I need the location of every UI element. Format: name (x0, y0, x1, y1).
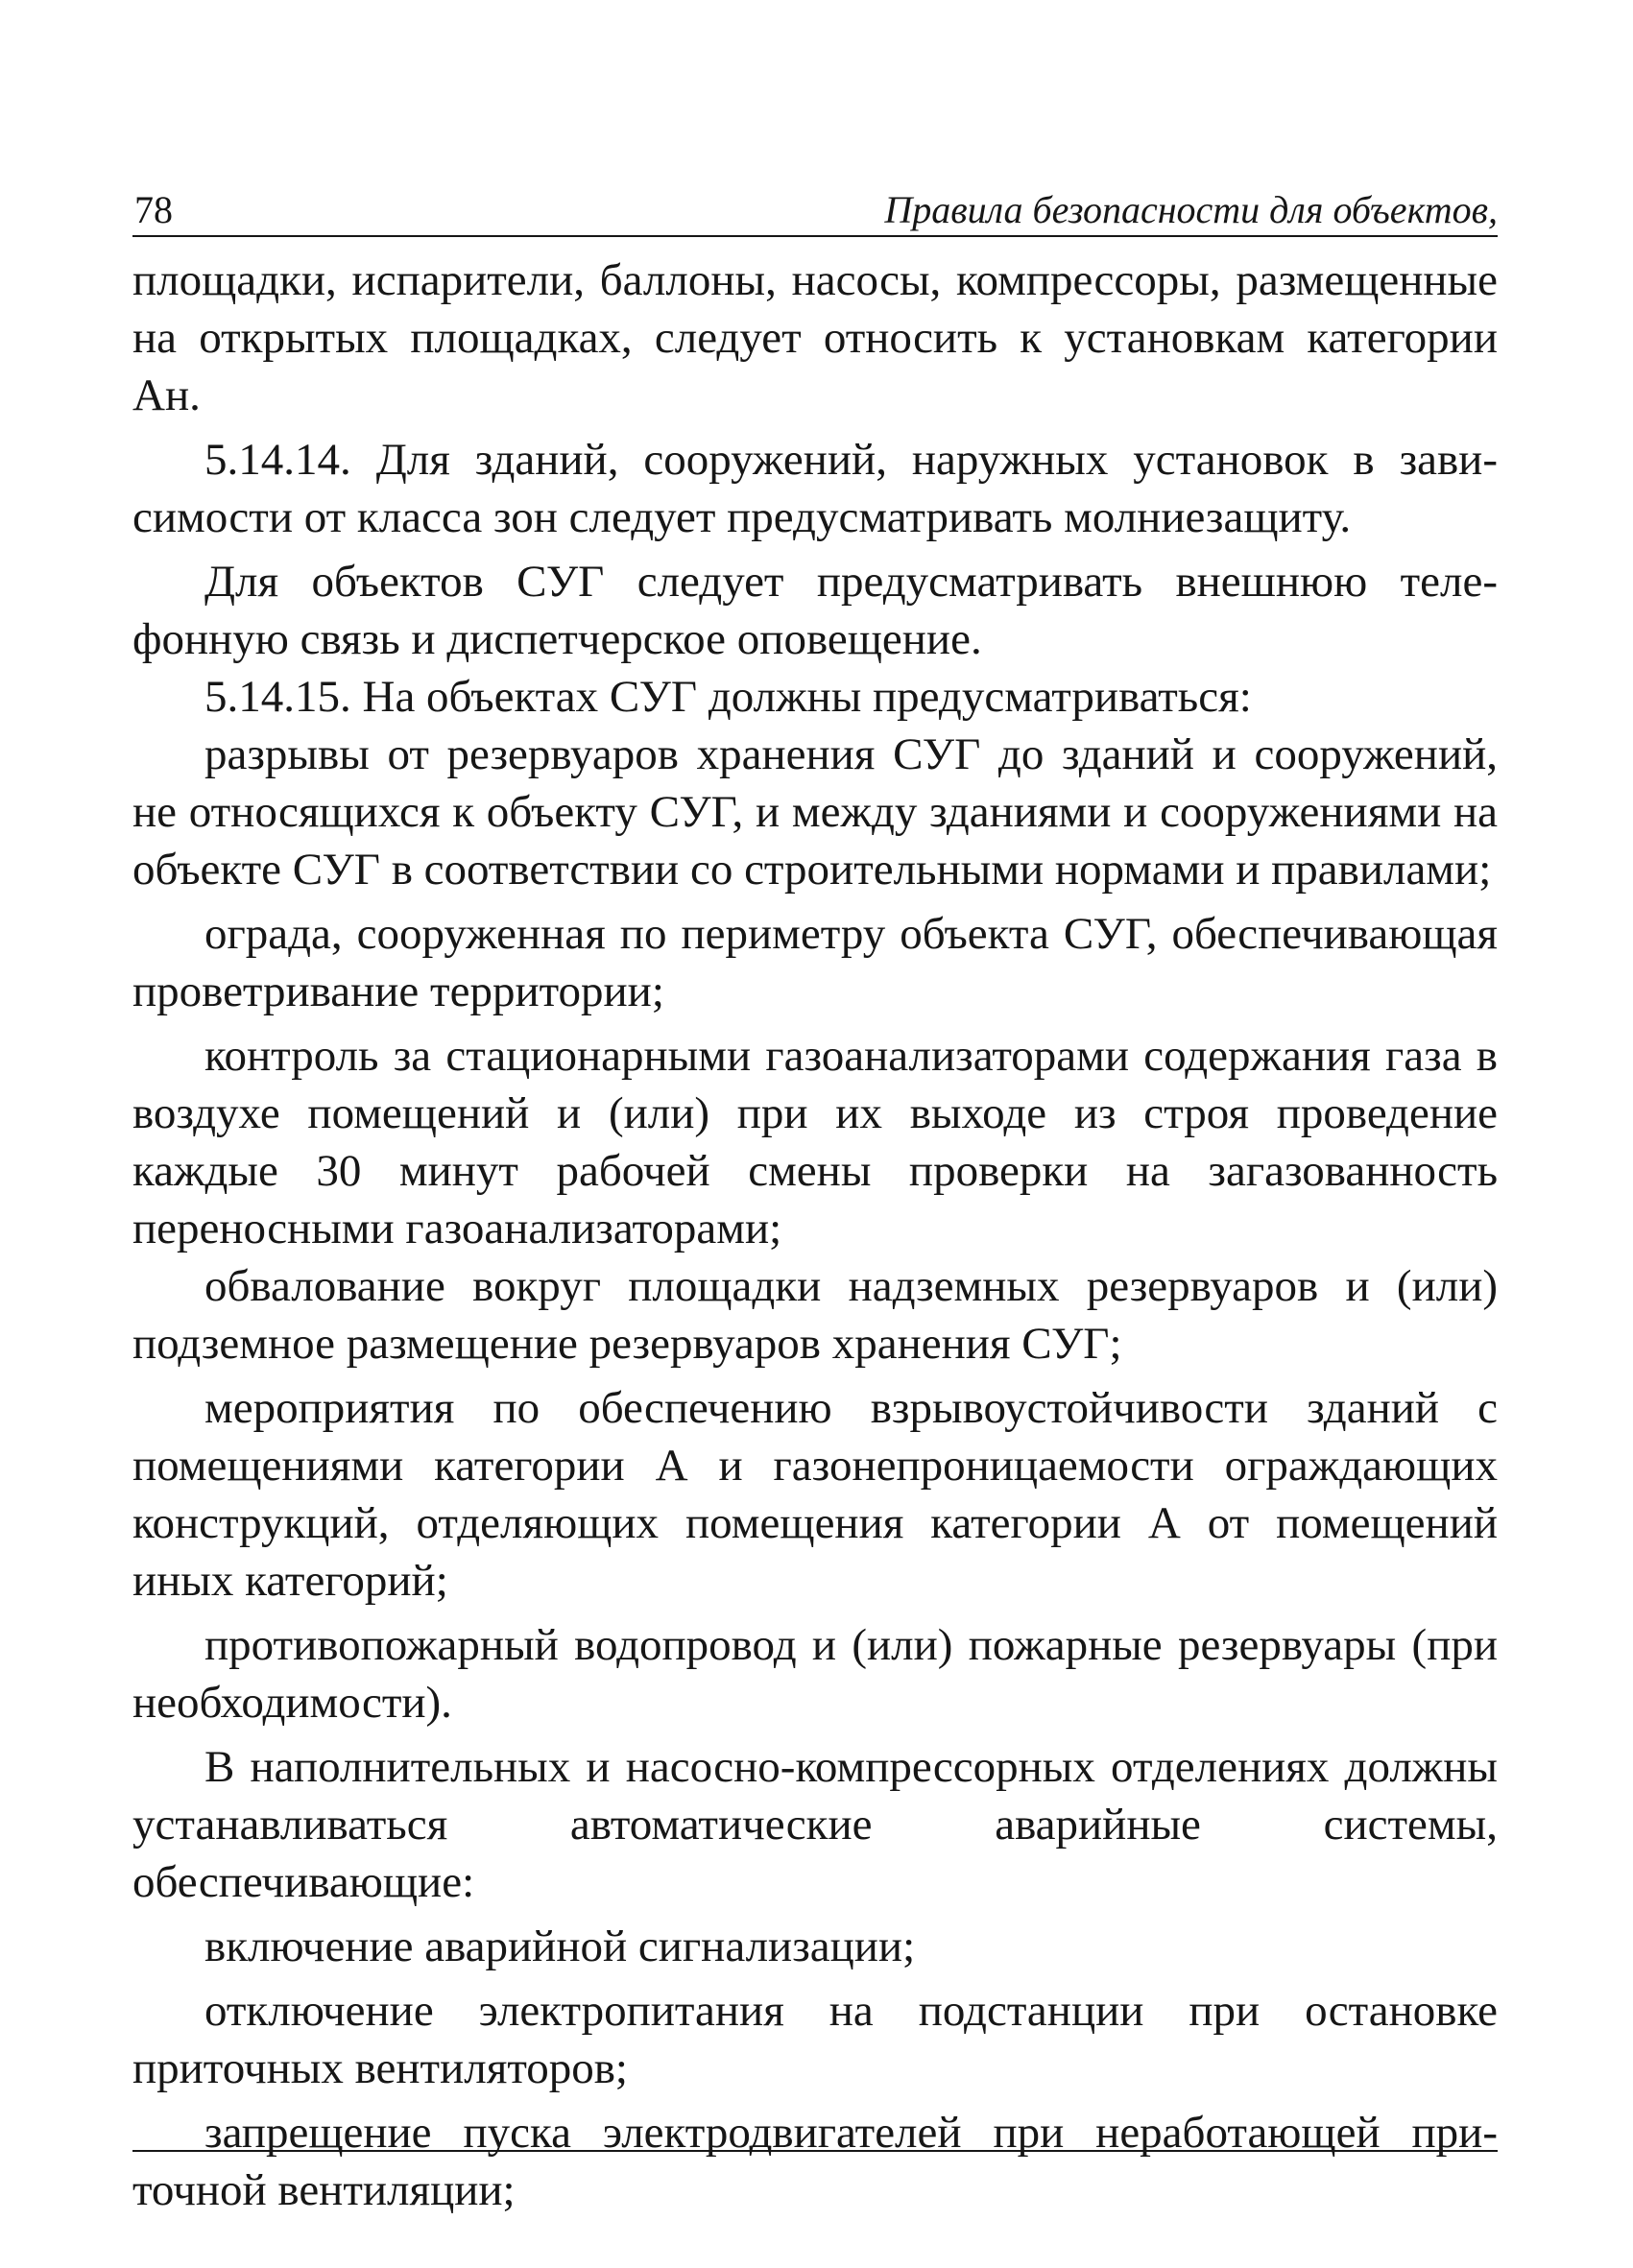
paragraph: противопожарный водопровод и (или) пожарные резервуары (при необходимости). (132, 1620, 1498, 1728)
paragraph: ограда, сооруженная по периметру объекта СУГ, обеспечивающая проветривание территории; (132, 909, 1498, 1016)
paragraph: площадки, испарители, баллоны, насосы, компрессоры, размещенные на открытых площадках, следует относить к установкам категории Ан. (132, 255, 1498, 420)
paragraph: мероприятия по обеспечению взрывоустойчивости зданий с помещениями категории А и газонепроницаемости ограждающих конструкций, отделяющих помещения категории А от помещений иных категорий; (132, 1383, 1498, 1606)
page-header (132, 188, 1498, 232)
page-number: 78 (134, 188, 173, 231)
header-rule (132, 235, 1498, 237)
paragraph: разрывы от резервуаров хранения СУГ до зданий и сооружений, не относящихся к объекту СУГ, и между зданиями и сооружениями на объекте СУГ в соответствии со строительными нормами и правилами; (132, 729, 1498, 895)
footer-rule (132, 2150, 1498, 2152)
paragraph: 5.14.14. Для зданий, сооружений, наружных установок в зависимости от класса зон следует предусматривать молниезащиту. (132, 435, 1498, 542)
paragraph: обвалование вокруг площадки надземных резервуаров и (или) подземное размещение резервуаров хранения СУГ; (132, 1261, 1498, 1369)
paragraph: запрещение пуска электродвигателей при неработающей приточной вентиляции; (132, 2108, 1498, 2215)
paragraph: Для объектов СУГ следует предусматривать внешнюю телефонную связь и диспетчерское оповещение. (132, 557, 1498, 664)
paragraph: В наполнительных и насосно-компрессорных отделениях должны устанавливаться автоматические аварийные системы, обеспечивающие: (132, 1742, 1498, 1907)
paragraph: отключение электропитания на подстанции при остановке приточных вентиляторов; (132, 1986, 1498, 2093)
paragraph: включение аварийной сигнализации; (204, 1922, 916, 1971)
body-text (132, 251, 1498, 2219)
running-title: Правила безопасности для объектов, (884, 188, 1498, 231)
paragraph: контроль за стационарными газоанализаторами содержания газа в воздухе помещений и (или) при их выходе из строя проведение каждые 30 минут рабочей смены проверки на загазованность переносными газоанализаторами; (132, 1031, 1498, 1253)
paragraph: 5.14.15. На объектах СУГ должны предусматриваться: (204, 672, 1252, 722)
